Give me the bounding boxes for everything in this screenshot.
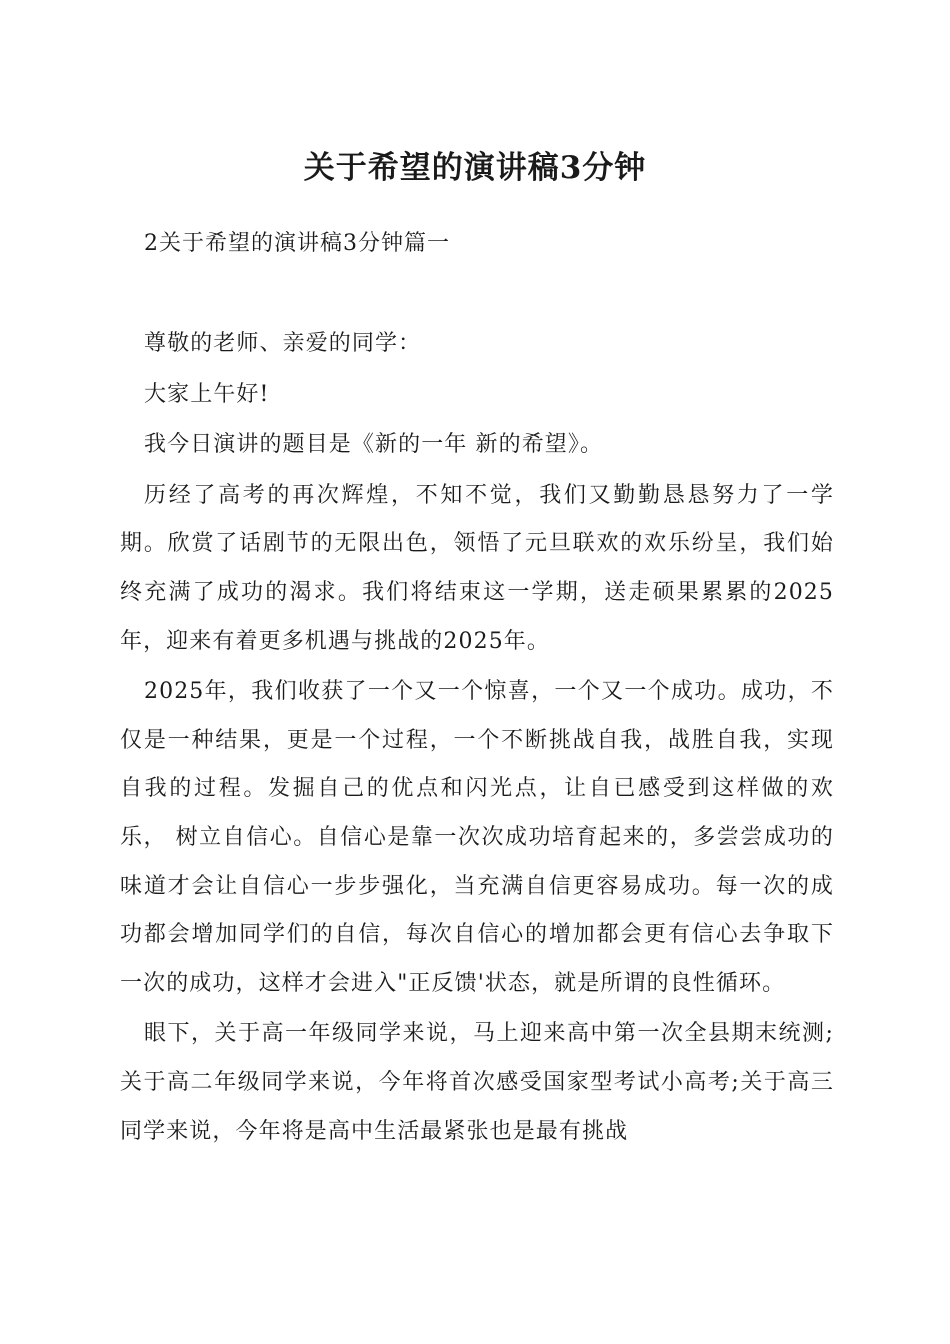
body-paragraph: 历经了高考的再次辉煌，不知不觉，我们又勤勤恳恳努力了一学期。欣赏了话剧节的无限出色，领悟了元旦联欢的欢乐纷呈，我们始终充满了成功的渴求。我们将结束这一学期，送走硕果累累的2025年，迎来有着更多机遇与挑战的2025年。 bbox=[120, 482, 834, 654]
document-body bbox=[120, 320, 834, 1156]
document-subtitle: 2关于希望的演讲稿3分钟篇一 bbox=[144, 231, 450, 256]
topic-paragraph: 我今日演讲的题目是《新的一年 新的希望》。 bbox=[144, 432, 604, 458]
body-paragraph: 眼下，关于高一年级同学来说，马上迎来高中第一次全县期末统测;关于高二年级同学来说，今年将首次感受国家型考试小高考;关于高三同学来说，今年将是高中生活最紧张也是最有挑战 bbox=[120, 1021, 834, 1144]
document-title: 关于希望的演讲稿3分钟 bbox=[303, 150, 647, 186]
salutation-paragraph: 尊敬的老师、亲爱的同学： bbox=[144, 331, 422, 356]
body-paragraph: 2025年，我们收获了一个又一个惊喜，一个又一个成功。成功，不仅是一种结果，更是一个过程，一个不断挑战自我，战胜自我，实现自我的过程。发掘自己的优点和闪光点，让自已感受到这样做的欢乐， 树立自信心。自信心是靠一次次成功培育起来的，多尝尝成功的味道才会让自信心一步步强化，当充满自信更容易成功。每一次的成功都会增加同学们的自信，每次自信心的增加都会更有信心去争取下一次的成功，这样才会进入"正反馈'状态，就是所谓的良性循环。 bbox=[120, 679, 834, 996]
greeting-paragraph: 大家上午好! bbox=[144, 381, 270, 407]
